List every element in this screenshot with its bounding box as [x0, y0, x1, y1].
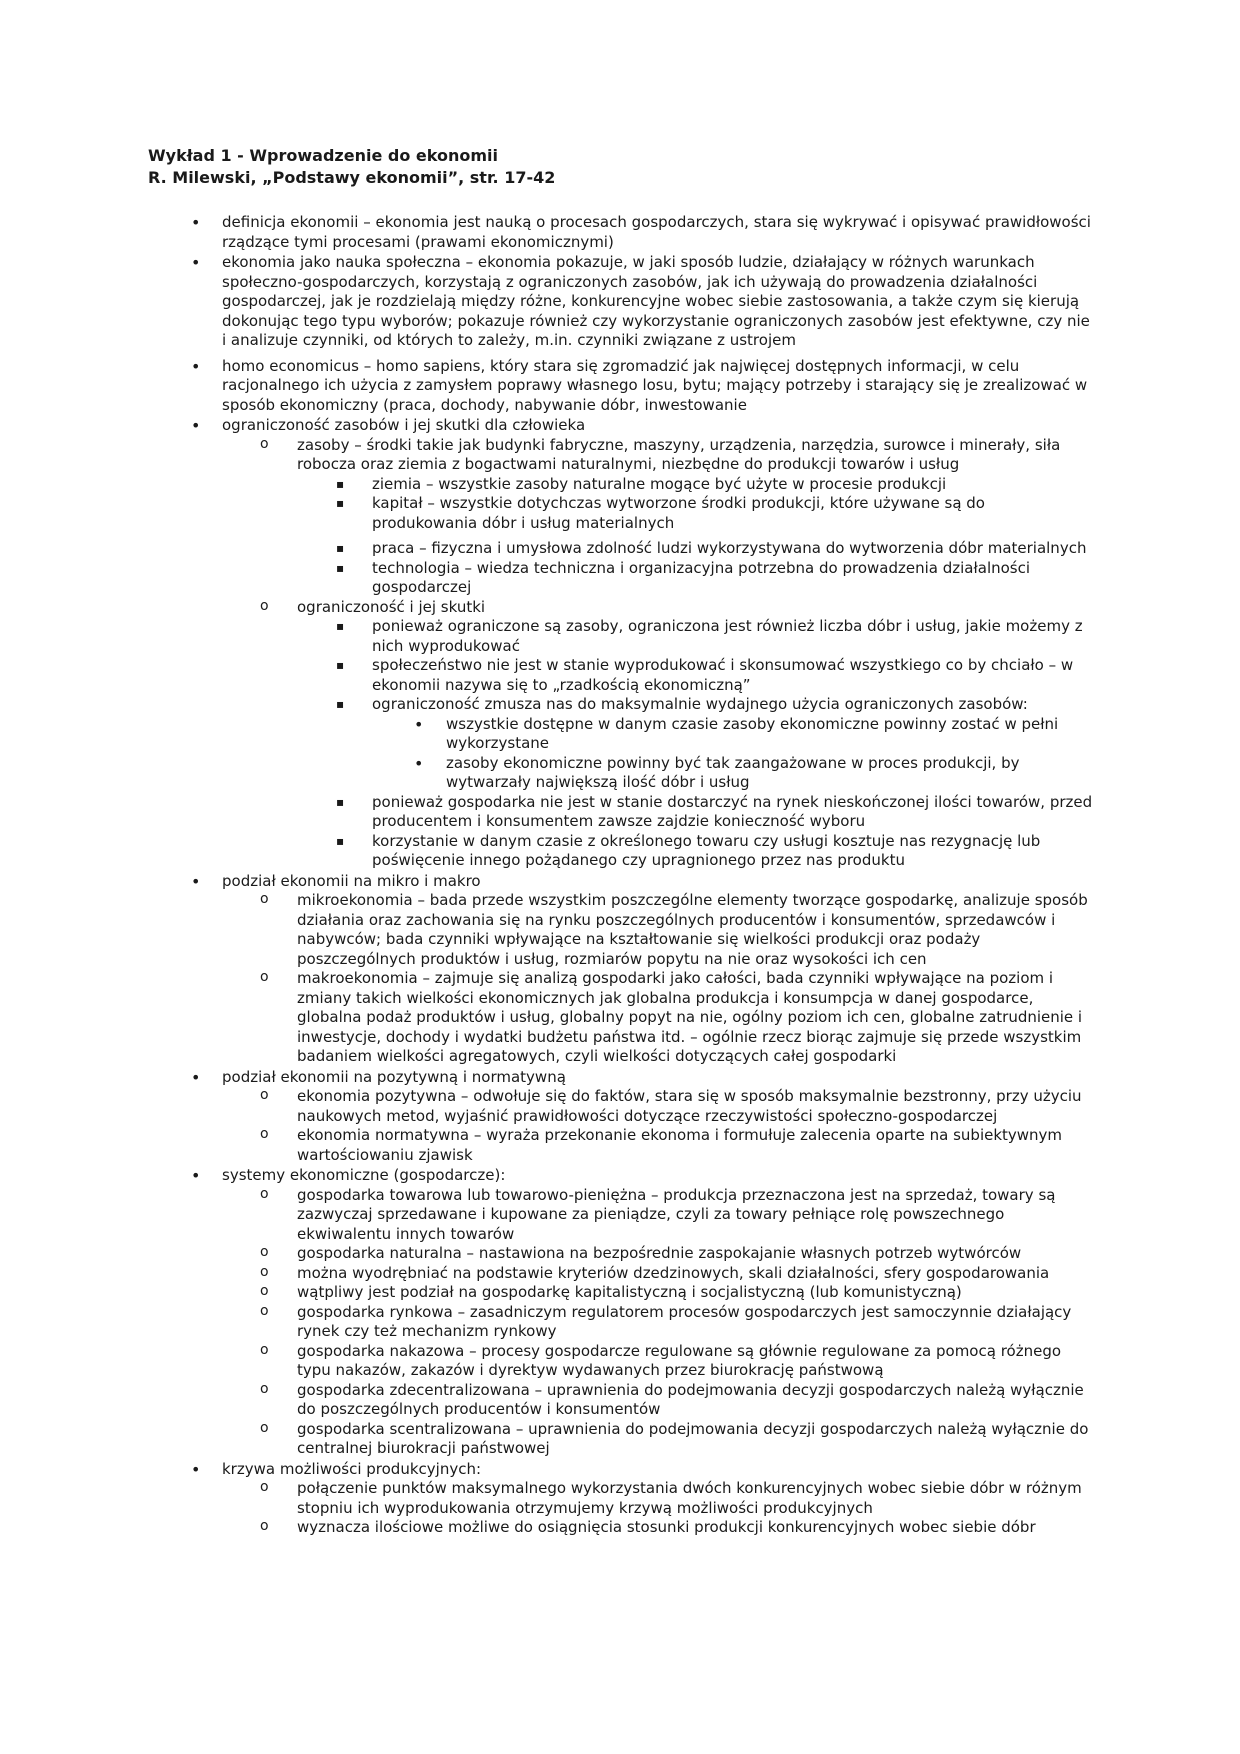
- list-item-text: ograniczoność zasobów i jej skutki dla człowieka: [222, 416, 586, 434]
- sub-list: [297, 1186, 1094, 1459]
- list-item-text: podział ekonomii na mikro i makro: [222, 871, 481, 890]
- sub-list-item: o wątpliwy jest podział na gospodarkę kapitalistyczną i socjalistyczną (lub komunistyczną): [297, 1283, 1094, 1303]
- document-subtitle: R. Milewski, „Podstawy ekonomii”, str. 17-42: [148, 168, 556, 187]
- list-item-text: systemy ekonomiczne (gospodarcze):: [222, 1166, 506, 1184]
- list-item: [222, 872, 1094, 1067]
- sub-list-item: o gospodarka rynkowa – zasadniczym regulatorem procesów gospodarczych jest samoczynnie działający rynek czy też mechanizm rynkowy: [297, 1303, 1094, 1342]
- main-bullet-list: [222, 213, 1094, 1539]
- level-4-list-item: • zasoby ekonomiczne powinny być tak zaangażowane w proces produkcji, by wytwarzały największą ilość dóbr i usług: [446, 754, 1094, 793]
- sub-list-item: o ekonomia normatywna – wyraża przekonanie ekonoma i formułuje zalecenia oparte na subiektywnym wartościowaniu zjawisk: [297, 1126, 1094, 1165]
- sub-sub-list-item: ▪ ponieważ ograniczone są zasoby, ograniczona jest również liczba dóbr i usług, jakie możemy z nich wyprodukować: [372, 617, 1094, 656]
- sub-list-item: [297, 436, 1094, 598]
- sub-sub-list: [372, 475, 1094, 598]
- sub-sub-list-item: ▪ ponieważ gospodarka nie jest w stanie dostarczyć na rynek nieskończonej ilości towarów, przed producentem i konsumentem zawsze zajdzie konieczność wyboru: [372, 793, 1094, 832]
- list-item: [222, 1460, 1094, 1538]
- list-item: [222, 1068, 1094, 1166]
- sub-sub-list-item: ▪ technologia – wiedza techniczna i organizacyjna potrzebna do prowadzenia działalności gospodarczej: [372, 559, 1094, 598]
- sub-sub-list-item: ▪ praca – fizyczna i umysłowa zdolność ludzi wykorzystywana do wytworzenia dóbr materialnych: [372, 539, 1094, 559]
- sub-sub-list-item: ▪ kapitał – wszystkie dotychczas wytworzone środki produkcji, które używane są do produkowania dóbr i usług materialnych: [372, 494, 1094, 533]
- sub-sub-list-item: ▪ korzystanie w danym czasie z określonego towaru czy usługi kosztuje nas rezygnację lub poświęcenie innego pożądanego czy upragnionego przez nas produktu: [372, 832, 1094, 871]
- list-item: • ekonomia jako nauka społeczna – ekonomia pokazuje, w jaki sposób ludzie, działający w różnych warunkach społeczno-gospodarczych, korzystają z ograniczonych zasobów, jak ich używają do prowadzenia działalności gospodarczej, jak je rozdzielają między różne, konkurencyjne wobec siebie zastosowania, a także czym się kierują dokonując tego typu wyborów; pokazuje również czy wykorzystanie ograniczonych zasobów jest efektywne, czy nie i analizuje czynniki, od których to zależy, m.in. czynniki związane z ustrojem: [222, 253, 1094, 351]
- sub-list: [297, 1479, 1094, 1538]
- sub-list-item: o makroekonomia – zajmuje się analizą gospodarki jako całości, bada czynniki wpływające na poziom i zmiany takich wielkości ekonomicznych jak globalna produkcja i konsumpcja w danej gospodarce, globalna podaż produktów i usług, globalny popyt na nie, ogólny poziom ich cen, globalne zatrudnienie i inwestycje, dochody i wydatki budżetu państwa itd. – ogólnie rzecz biorąc zajmuje się przede wszystkim badaniem wielkości agregatowych, czyli wielkości dotyczących całej gospodarki: [297, 969, 1094, 1067]
- sub-list-item: o wyznacza ilościowe możliwe do osiągnięcia stosunki produkcji konkurencyjnych wobec siebie dóbr: [297, 1518, 1094, 1538]
- sub-list-item: o mikroekonomia – bada przede wszystkim poszczególne elementy tworzące gospodarkę, analizuje sposób działania oraz zachowania się na rynku poszczególnych producentów i konsumentów, sprzedawców i nabywców; bada czynniki wpływające na kształtowanie się wielkości produkcji oraz podaży poszczególnych produktów i usług, rozmiarów popytu na nie oraz wysokości ich cen: [297, 891, 1094, 969]
- sub-list: [297, 891, 1094, 1067]
- sub-list: [297, 436, 1094, 871]
- sub-list-item: o połączenie punktów maksymalnego wykorzystania dwóch konkurencyjnych wobec siebie dóbr w różnym stopniu ich wyprodukowania otrzymujemy krzywą możliwości produkcyjnych: [297, 1479, 1094, 1518]
- sub-sub-list: [372, 617, 1094, 871]
- list-item: [222, 416, 1094, 871]
- sub-list-item-text: ograniczoność i jej skutki: [297, 597, 486, 616]
- sub-list-item: o gospodarka naturalna – nastawiona na bezpośrednie zaspokajanie własnych potrzeb wytwórców: [297, 1244, 1094, 1264]
- list-item-text: krzywa możliwości produkcyjnych:: [222, 1459, 482, 1478]
- list-item: [222, 1166, 1094, 1459]
- sub-sub-list-item: [372, 695, 1094, 793]
- sub-list-item: [297, 598, 1094, 871]
- sub-list-item-text: zasoby – środki takie jak budynki fabryczne, maszyny, urządzenia, narzędzia, surowce i minerały, siła robocza oraz ziemia z bogactwami naturalnymi, niezbędne do produkcji towarów i usług: [297, 435, 1061, 473]
- sub-sub-list-item: ▪ ziemia – wszystkie zasoby naturalne mogące być użyte w procesie produkcji: [372, 475, 1094, 495]
- level-4-list: [446, 715, 1094, 793]
- sub-list: [297, 1087, 1094, 1165]
- list-item-text: podział ekonomii na pozytywną i normatywną: [222, 1067, 566, 1086]
- level-4-list-item: • wszystkie dostępne w danym czasie zasoby ekonomiczne powinny zostać w pełni wykorzystane: [446, 715, 1094, 754]
- sub-sub-list-item: ▪ społeczeństwo nie jest w stanie wyprodukować i skonsumować wszystkiego co by chciało – w ekonomii nazywa się to „rzadkością ekonomiczną”: [372, 656, 1094, 695]
- sub-list-item: o gospodarka zdecentralizowana – uprawnienia do podejmowania decyzji gospodarczych należą wyłącznie do poszczególnych producentów i konsumentów: [297, 1381, 1094, 1420]
- list-item: • homo economicus – homo sapiens, który stara się zgromadzić jak najwięcej dostępnych informacji, w celu racjonalnego ich użycia z zamysłem poprawy własnego losu, bytu; mający potrzeby i starający się je zrealizować w sposób ekonomiczny (praca, dochody, nabywanie dóbr, inwestowanie: [222, 357, 1094, 416]
- sub-list-item: o gospodarka nakazowa – procesy gospodarcze regulowane są głównie regulowane za pomocą różnego typu nakazów, zakazów i dyrektyw wydawanych przez biurokrację państwową: [297, 1342, 1094, 1381]
- sub-list-item: o gospodarka scentralizowana – uprawnienia do podejmowania decyzji gospodarczych należą wyłącznie do centralnej biurokracji państwowej: [297, 1420, 1094, 1459]
- document-title: Wykład 1 - Wprowadzenie do ekonomii: [148, 146, 498, 165]
- sub-list-item: o ekonomia pozytywna – odwołuje się do faktów, stara się w sposób maksymalnie bezstronny, przy użyciu naukowych metod, wyjaśnić prawidłowości dotyczące rzeczywistości społeczno-gospodarczej: [297, 1087, 1094, 1126]
- sub-sub-list-item-text: ograniczoność zmusza nas do maksymalnie wydajnego użycia ograniczonych zasobów:: [372, 695, 1028, 713]
- sub-list-item: o można wyodrębniać na podstawie kryteriów dzedzinowych, skali działalności, sfery gospodarowania: [297, 1264, 1094, 1284]
- sub-list-item: o gospodarka towarowa lub towarowo-pieniężna – produkcja przeznaczona jest na sprzedaż, towary są zazwyczaj sprzedawane i kupowane za pieniądze, czyli za towary pełniące rolę powszechnego ekwiwalentu innych towarów: [297, 1186, 1094, 1245]
- list-item: • definicja ekonomii – ekonomia jest nauką o procesach gospodarczych, stara się wykrywać i opisywać prawidłowości rządzące tymi procesami (prawami ekonomicznymi): [222, 213, 1094, 252]
